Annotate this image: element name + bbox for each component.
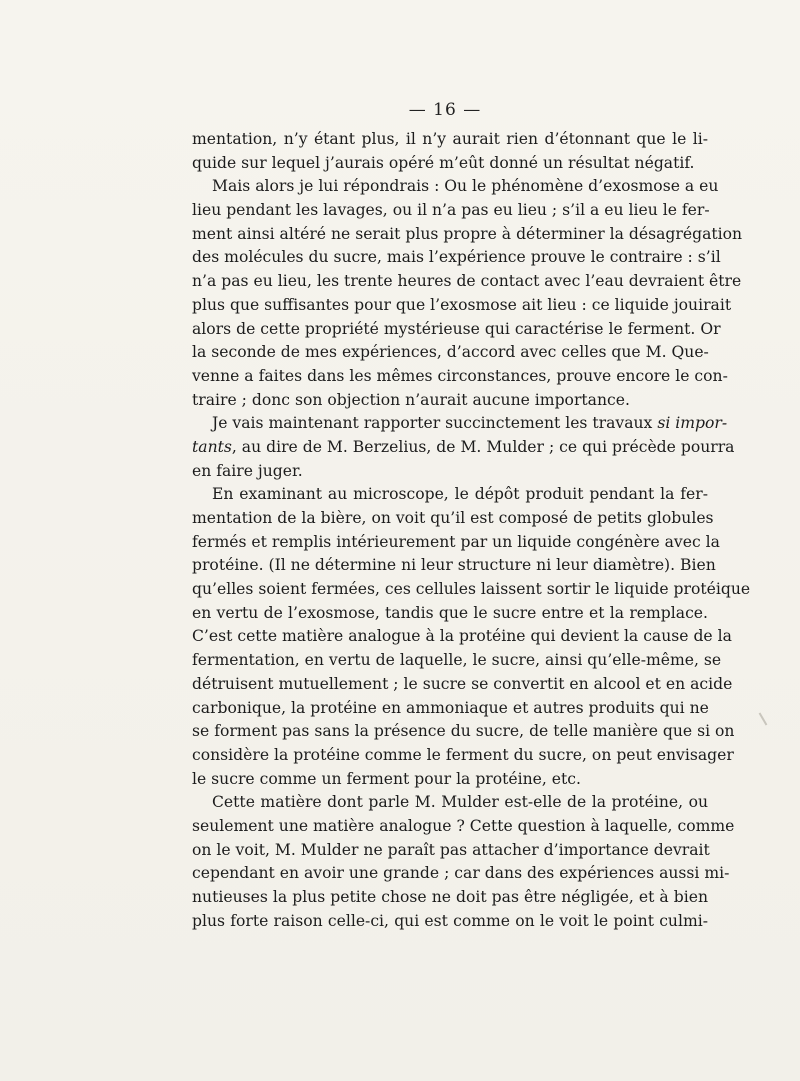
text-segment: Je vais maintenant rapporter succinctement les travaux [212, 414, 653, 433]
text-line: le sucre comme un ferment pour la protéine, etc. [192, 769, 581, 788]
body-text [192, 128, 751, 933]
scan-mark [759, 712, 768, 725]
text-line: fermentation, en vertu de laquelle, le sucre, ainsi qu’elle-même, se [192, 651, 722, 670]
text-line: venne a faites dans les mêmes circonstances, prouve encore le con- [192, 366, 728, 385]
text-line: la seconde de mes expériences, d’accord avec celles que M. Que- [192, 343, 709, 362]
text-line: traire ; donc son objection n’aurait aucune importance. [192, 390, 630, 409]
text-line: considère la protéine comme le ferment du sucre, on peut envisager [192, 745, 734, 764]
text-line: nutieuses la plus petite chose ne doit pas être négligée, et à bien [192, 888, 708, 906]
text-line: Cette matière dont parle M. Mulder est-elle de la protéine, ou [212, 793, 708, 812]
text-line [192, 412, 728, 436]
text-line: seulement une matière analogue ? Cette question à laquelle, comme [192, 816, 735, 835]
text-line: tants, au dire de M. Berzelius, de M. Mulder ; ce qui précède pourra [192, 437, 735, 456]
text-line: fermés et remplis intérieurement par un liquide congénère avec la [192, 532, 720, 551]
text-line: cependant en avoir une grande ; car dans des expériences aussi mi- [192, 864, 730, 883]
text-line: n’a pas eu lieu, les trente heures de contact avec l’eau devraient être [192, 272, 742, 291]
text-line: détruisent mutuellement ; le sucre se convertit en alcool et en acide [192, 674, 733, 693]
text-line: carbonique, la protéine en ammoniaque et autres produits qui ne [192, 698, 709, 717]
text-line: se forment pas sans la présence du sucre, de telle manière que si on [192, 722, 735, 741]
text-line: quide sur lequel j’aurais opéré m’eût donné un résultat négatif. [192, 153, 695, 172]
text-line: mentation, n’y étant plus, il n’y aurait rien d’étonnant que le li- [192, 130, 708, 148]
italic-text: tants [192, 437, 232, 456]
italic-text: si impor- [657, 414, 728, 433]
text-line: Mais alors je lui répondrais : Ou le phénomène d’exosmose a eu [212, 177, 719, 196]
text-line: plus forte raison celle-ci, qui est comme on le voit le point culmi- [192, 911, 708, 930]
text-line: des molécules du sucre, mais l’expérience prouve le contraire : s’il [192, 248, 721, 267]
text-line: En examinant au microscope, le dépôt produit pendant la fer- [212, 485, 708, 504]
text-line: qu’elles soient fermées, ces cellules laissent sortir le liquide protéique [192, 580, 751, 599]
text-line: C’est cette matière analogue à la protéine qui devient la cause de la [192, 627, 732, 646]
text-line: mentation de la bière, on voit qu’il est composé de petits globules [192, 509, 714, 527]
page-number: — 16 — [408, 100, 482, 120]
text-line: en faire juger. [192, 461, 303, 480]
text-line: en vertu de l’exosmose, tandis que le sucre entre et la remplace. [192, 603, 708, 622]
text-line: lieu pendant les lavages, ou il n’a pas eu lieu ; s’il a eu lieu le fer- [192, 201, 710, 220]
text-line: alors de cette propriété mystérieuse qui caractérise le ferment. Or [192, 319, 721, 338]
text-line: protéine. (Il ne détermine ni leur structure ni leur diamètre). Bien [192, 556, 716, 575]
text-line: plus que suffisantes pour que l’exosmose ait lieu : ce liquide jouirait [192, 295, 732, 314]
text-line: ment ainsi altéré ne serait plus propre à déterminer la désagrégation [192, 224, 743, 243]
text-line: on le voit, M. Mulder ne paraît pas attacher d’importance devrait [192, 840, 710, 859]
